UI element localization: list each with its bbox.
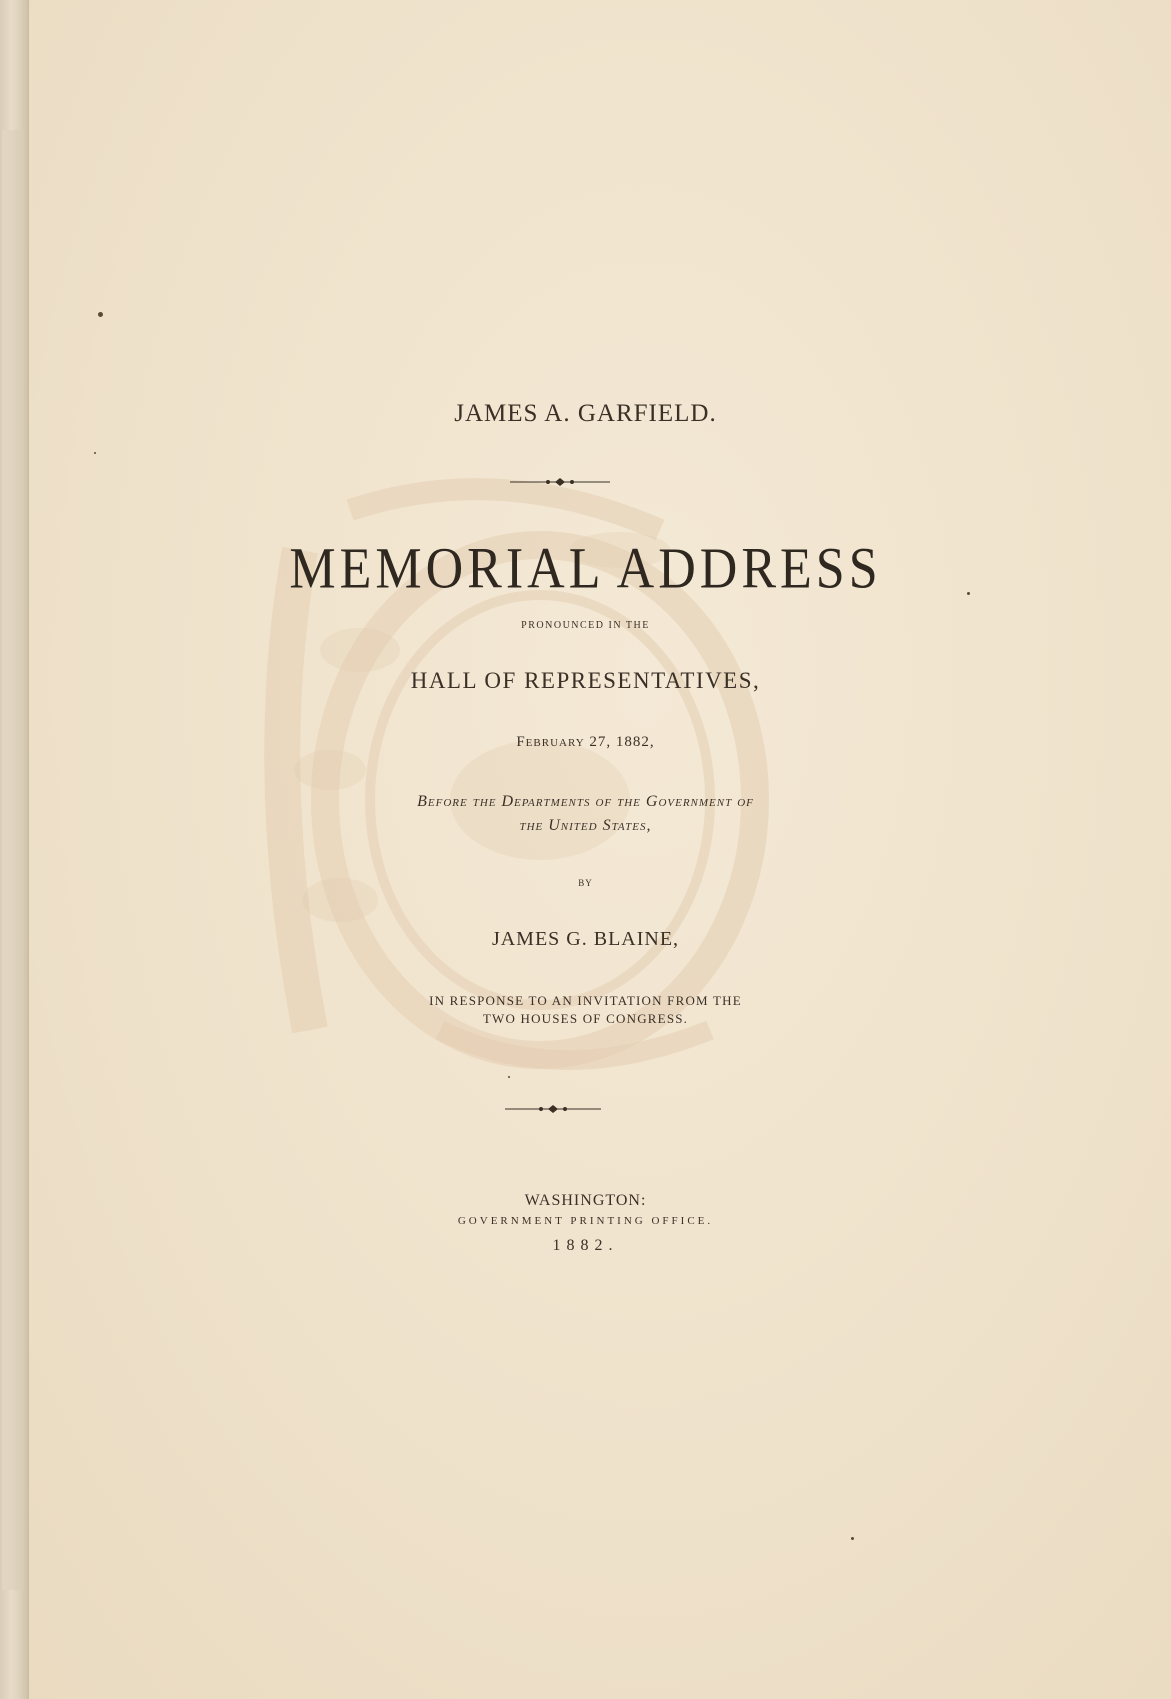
paper-speck: [94, 452, 96, 454]
subject-name: JAMES A. GARFIELD.: [454, 400, 717, 427]
response-line-2: TWO HOUSES OF CONGRESS.: [482, 1011, 689, 1026]
imprint-year: 1882.: [552, 1237, 619, 1254]
imprint-city: WASHINGTON:: [524, 1192, 647, 1209]
response-line-1: IN RESPONSE TO AN INVITATION FROM THE: [429, 993, 742, 1008]
paper-speck: [508, 1076, 510, 1078]
paper-speck: [851, 1537, 854, 1540]
venue-line: HALL OF REPRESENTATIVES,: [410, 668, 761, 693]
by-line: BY: [578, 878, 593, 888]
date-line: February 27, 1882,: [516, 734, 655, 750]
imprint-office: GOVERNMENT PRINTING OFFICE.: [457, 1215, 714, 1227]
paper-speck: [967, 592, 970, 595]
paper-speck: [98, 312, 103, 317]
pronounced-line: PRONOUNCED IN THE: [521, 620, 650, 631]
binding-strip: [0, 0, 29, 1699]
ornament-rule-icon: [510, 476, 610, 488]
audience-line-1: Before the Departments of the Government of: [417, 793, 754, 810]
ornament-rule-icon-lower: [505, 1103, 601, 1115]
binding-tab: [2, 130, 24, 1590]
speaker-name: JAMES G. BLAINE,: [491, 928, 680, 950]
page-title: MEMORIAL ADDRESS: [289, 537, 882, 601]
audience-line-2: the United States,: [519, 817, 652, 834]
